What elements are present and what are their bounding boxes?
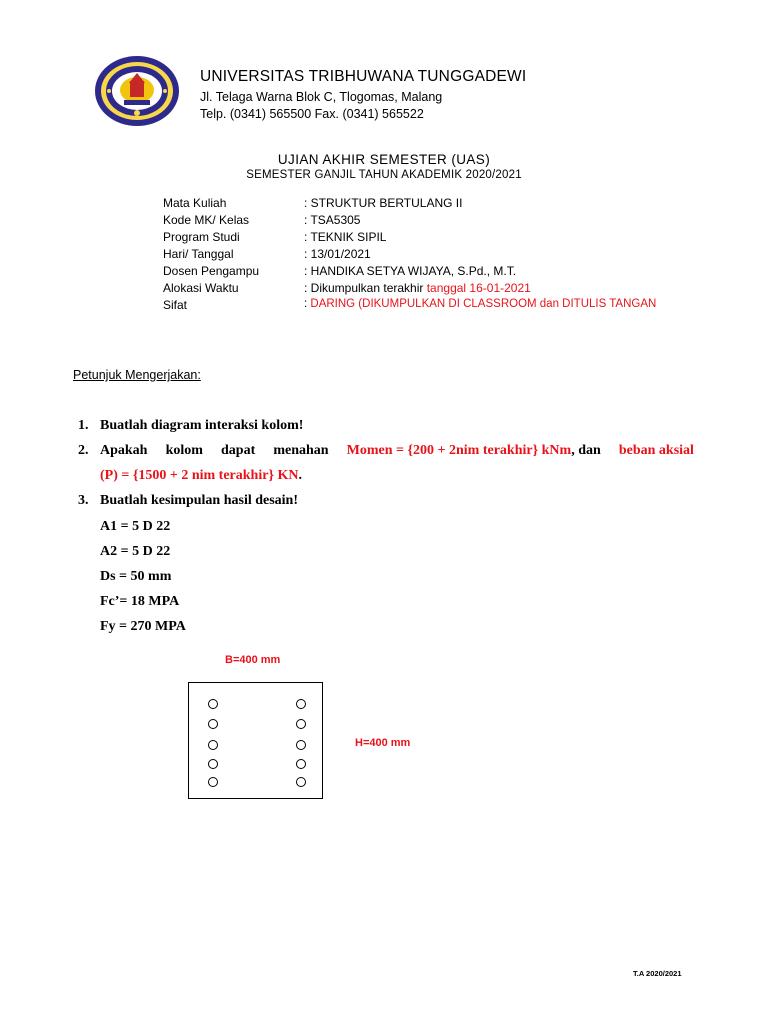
- rebar-circle: [296, 719, 306, 729]
- question-1: 1. Buatlah diagram interaksi kolom!: [78, 418, 304, 433]
- design-data-line: A1 = 5 D 22: [100, 519, 171, 534]
- rebar-circle: [296, 759, 306, 769]
- info-value: : 13/01/2021: [304, 247, 371, 261]
- info-label: Mata Kuliah: [163, 196, 227, 210]
- info-value: : TSA5305: [304, 213, 361, 227]
- question-2: 2.: [78, 443, 89, 458]
- rebar-circle: [208, 777, 218, 787]
- info-label: Sifat: [163, 298, 188, 312]
- info-label: Program Studi: [163, 230, 240, 244]
- rebar-circle: [296, 777, 306, 787]
- exam-subtitle: SEMESTER GANJIL TAHUN AKADEMIK 2020/2021: [246, 169, 522, 181]
- rebar-circle: [296, 699, 306, 709]
- info-value: : TEKNIK SIPIL: [304, 230, 387, 244]
- university-phone: Telp. (0341) 565500 Fax. (0341) 565522: [200, 107, 424, 121]
- design-data-line: Ds = 50 mm: [100, 569, 172, 584]
- height-label: H=400 mm: [355, 737, 411, 749]
- info-value: : DARING (DIKUMPULKAN DI CLASSROOM dan DITULIS TANGAN: [304, 298, 657, 310]
- university-logo: [94, 55, 180, 127]
- design-data-line: Fy = 270 MPA: [100, 619, 186, 634]
- info-label: Hari/ Tanggal: [163, 247, 234, 261]
- design-data-line: Fc’= 18 MPA: [100, 594, 180, 609]
- footer-academic-year: T.A 2020/2021: [633, 969, 682, 978]
- info-label: Dosen Pengampu: [163, 264, 260, 278]
- column-section: [188, 682, 323, 799]
- info-value: : HANDIKA SETYA WIJAYA, S.Pd., M.T.: [304, 264, 517, 278]
- rebar-circle: [296, 740, 306, 750]
- info-label: Alokasi Waktu: [163, 281, 239, 295]
- info-label: Kode MK/ Kelas: [163, 213, 250, 227]
- question-3: 3. Buatlah kesimpulan hasil desain!: [78, 493, 299, 508]
- university-address: Jl. Telaga Warna Blok C, Tlogomas, Malang: [200, 90, 443, 104]
- rebar-circle: [208, 699, 218, 709]
- info-value: : Dikumpulkan terakhir tanggal 16-01-2021: [304, 281, 531, 295]
- rebar-circle: [208, 740, 218, 750]
- width-label: B=400 mm: [225, 654, 281, 666]
- instructions-heading: Petunjuk Mengerjakan:: [73, 368, 201, 382]
- question-2-line-1: Apakah kolom dapat menahan Momen = {200 + 2nim terakhir} kNm, dan beban aksial: [100, 443, 694, 458]
- design-data-line: A2 = 5 D 22: [100, 544, 171, 559]
- university-seal-icon: [94, 55, 180, 127]
- university-name: UNIVERSITAS TRIBHUWANA TUNGGADEWI: [200, 68, 527, 85]
- rebar-circle: [208, 719, 218, 729]
- exam-title: UJIAN AKHIR SEMESTER (UAS): [277, 152, 491, 167]
- rebar-circle: [208, 759, 218, 769]
- question-2-line-2: (P) = {1500 + 2 nim terakhir} KN.: [100, 468, 302, 483]
- info-value: : STRUKTUR BERTULANG II: [304, 196, 463, 210]
